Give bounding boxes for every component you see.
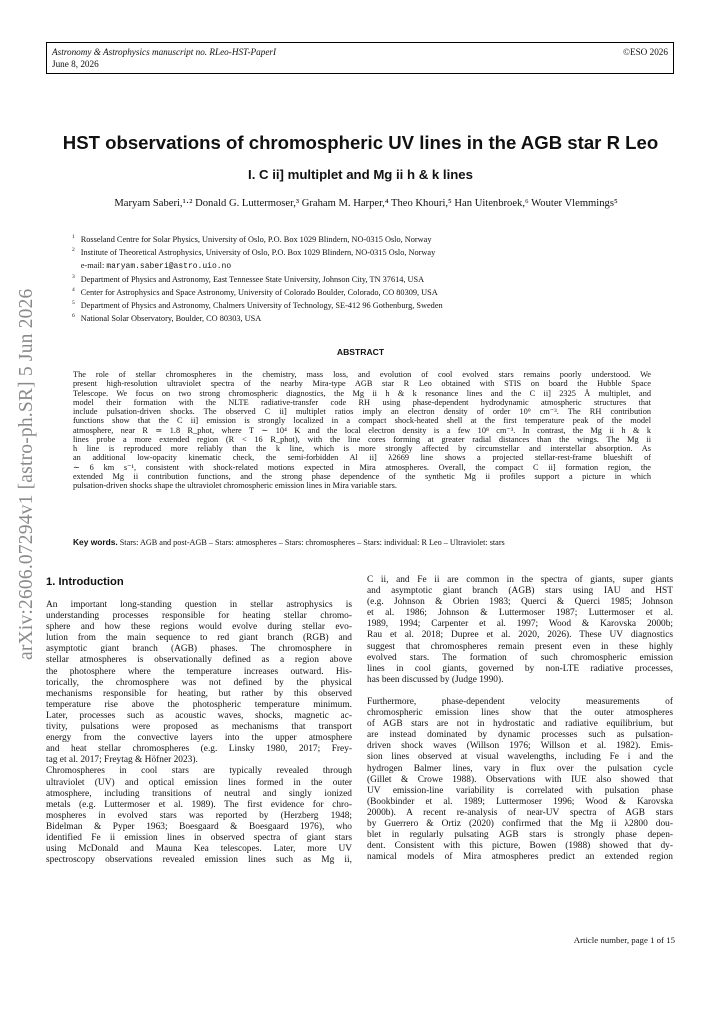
text-line: metals (e.g. Luttermoser et al. 1989). The first evidence for chro-	[46, 799, 352, 810]
text-line: Bidelman & Pyper 1963; Boesgaard & Boesgaard 1976), who	[46, 821, 352, 832]
keywords-text: Stars: AGB and post-AGB – Stars: atmospheres – Stars: chromospheres – Stars: individual: R Leo – Ultraviolet: stars	[119, 538, 505, 547]
paper-title: HST observations of chromospheric UV lines in the AGB star R Leo	[62, 132, 659, 153]
text-line: the photosphere where the temperature increases outward. His-	[46, 666, 352, 677]
affiliation-line	[72, 258, 672, 272]
affiliation-number: 5	[72, 300, 75, 307]
text-line: tag et al. 2017; Freytag & Höfner 2023).	[46, 755, 198, 766]
affiliations	[72, 232, 672, 324]
text-line: mospheres in evolved stars was reported by (Herzberg 1948;	[46, 810, 352, 821]
text-line: identified Fe ii emission lines in observed spectra of giant stars	[46, 832, 352, 843]
affiliation-number: 3	[72, 274, 75, 281]
abstract-line: h line is reproduced more reliably than the k line, which is more strongly affected by circumstellar and interstellar absorption. As	[73, 444, 651, 453]
date-line: June 8, 2026	[52, 59, 99, 69]
text-line: and heat stellar chromospheres (e.g. Linsky 1980, 2017; Frey-	[46, 744, 352, 755]
affiliation-text: Institute of Theoretical Astrophysics, University of Oslo, P.O. Box 1029 Blindern, NO-0315 Oslo, Norway	[80, 247, 436, 257]
abstract-line: lines probe a more extended region (R < 16 R_phot), with the line cores forming at greater radial distances than the wings. The Mg ii	[73, 434, 651, 444]
page-footer: Article number, page 1 of 15	[573, 935, 675, 945]
affiliation-text: Department of Physics and Astronomy, Chalmers University of Technology, SE-412 96 Gothenburg, Sweden	[80, 301, 443, 311]
manuscript-line: Astronomy & Astrophysics manuscript no. RLeo-HST-PaperI	[52, 47, 277, 57]
affiliation-text: e-mail:	[80, 260, 107, 270]
text-line: temperature rise above the photospheric temperature minimum.	[46, 699, 352, 710]
text-line: lines in cool giants, governed by non-LTE radiative processes,	[367, 663, 673, 674]
affiliation-text: Rosseland Centre for Solar Physics, University of Oslo, P.O. Box 1029 Blindern, NO-0315 Oslo, Norway	[80, 234, 432, 244]
affiliation-line	[72, 298, 672, 311]
affiliation-text: National Solar Observatory, Boulder, CO 80303, USA	[80, 314, 262, 324]
left-column	[46, 600, 352, 866]
text-line: Rau et al. 2018; Dupree et al. 2020, 2026). These UV diagnostics	[367, 630, 673, 641]
text-line: mechanisms responsible for heating, but rather by this observed	[46, 688, 352, 699]
text-line: driven shock waves (Willson 1976; Willson et al. 1982). Emis-	[367, 741, 673, 752]
abstract-line: atmosphere, near R ≃ 1.8 R_phot, where T ∼ 10⁴ K and the local electron density is a few 10⁸ cm⁻³. In contrast, the Mg ii h & k	[73, 425, 651, 435]
page-header	[46, 42, 674, 74]
text-line: blet in regularly pulsating AGB stars is strongly phase depen-	[367, 830, 673, 841]
section-heading: 1. Introduction	[46, 576, 124, 588]
text-line: C ii, and Fe ii are common in the spectra of giants, super giants	[367, 575, 673, 585]
text-line: understanding processes responsible for heating stellar chromo-	[46, 611, 352, 622]
text-line: suggest that chromospheres remain present even in these highly	[367, 641, 673, 652]
keywords-label: Key words.	[73, 537, 118, 547]
text-line: stellar atmospheres is observationally defined as a region above	[46, 655, 352, 666]
text-line: asymptotic giant branch (AGB) phases. The chromosphere in	[46, 644, 352, 655]
affiliation-line	[72, 245, 672, 258]
affiliation-text: Department of Physics and Astronomy, East Tennessee State University, Johnson City, TN 37614, USA	[80, 274, 425, 284]
copyright: ©ESO 2026	[622, 47, 668, 57]
text-line: of AGB stars are not in hydrostatic and radiative equilibrium, but	[367, 719, 673, 730]
text-line: Furthermore, phase-dependent velocity measurements of	[367, 696, 673, 707]
abstract-line: an additional low-opacity kinematic check, the semi-forbidden Al ii] λ2669 line shows a projected stellar-rest-frame blueshift of	[73, 453, 651, 463]
text-line: An important long-standing question in stellar astrophysics is	[46, 600, 352, 610]
affiliation-line	[72, 272, 672, 285]
text-line: (Bookbinder et al. 1989; Luttermoser 1996; Wood & Karovska	[367, 796, 673, 807]
text-line: ultraviolet (UV) and optical emission lines formed in the outer	[46, 777, 352, 788]
affiliation-line	[72, 311, 672, 324]
arxiv-identifier: arXiv:2606.07294v1 [astro-ph.SR] 5 Jun 2026	[16, 288, 37, 660]
text-line: by Guerrero & Ortiz (2020) confirmed that the Mg ii λ2800 dou-	[367, 818, 673, 829]
abstract-body	[73, 370, 651, 490]
text-line: et al. 1986; Johnson & Luttermoser 1987; Luttermoser et al.	[367, 608, 673, 619]
text-line: evolved stars. The formation of such chromospheric emission	[367, 652, 673, 663]
affiliation-number: 1	[72, 234, 75, 240]
abstract-line: functions show that the C ii] emission is strongly localized in a compact shock-heated shell at the first temperature peak of the model	[73, 416, 651, 426]
text-line: atmosphere, including transitions of neutral and singly ionized	[46, 788, 352, 799]
text-line: are instead dominated by dynamic processes such as pulsation-	[367, 730, 673, 741]
text-line: sion lines observed at visual wavelengths, including Fe i and the	[367, 752, 673, 763]
text-line: tivity, pulsations were proposed as mechanisms that transport	[46, 722, 352, 733]
text-line: chromospheric emission lines show that the outer atmospheres	[367, 708, 673, 719]
text-line: energy from the convective layers into the upper atmosphere	[46, 733, 352, 744]
affiliation-number: 2	[72, 247, 75, 254]
abstract-line: Telescope. We focus on two strong chromospheric diagnostics, the Mg ii h & k resonance lines and the C ii] 2325 Å multiplet, and	[73, 388, 651, 398]
text-line: and asymptotic giant branch (AGB) stars using IAU and HST	[367, 586, 673, 597]
text-line: UV emission-line variability is correlated with pulsation phase	[367, 785, 673, 796]
abstract-line: present high-resolution ultraviolet spectra of the nearby Mira-type AGB star R Leo obtained with STIS on board the Hubble Space	[73, 379, 651, 389]
text-line: using McDonald and Mauna Kea telescopes. Later, more UV	[46, 844, 352, 855]
text-line: Later, processes such as acoustic waves, shocks, magnetic ac-	[46, 710, 352, 721]
text-line: 2000b). A recent re-analysis of near-UV spectra of AGB stars	[367, 807, 673, 818]
affiliation-line	[72, 285, 672, 298]
text-line: 1989, 1994; Carpenter et al. 1997; Wood & Karovska 2000b;	[367, 619, 673, 630]
abstract-line: The role of stellar chromospheres in the chemistry, mass loss, and evolution of cool evolved stars remains poorly understood. We	[73, 370, 651, 379]
author-list: Maryam Saberi,¹·² Donald G. Luttermoser,³ Graham M. Harper,⁴ Theo Khouri,⁵ Han Uitenbroek,⁶ Wouter Vlemmings⁵	[114, 198, 618, 209]
text-line: (Gillet & Crowe 1988). Observations with IUE also showed that	[367, 774, 673, 785]
text-line: spectroscopy observations revealed emission lines such as Mg ii,	[46, 855, 352, 866]
text-line: lution from the main sequence to red giant branch (RGB) and	[46, 633, 352, 644]
text-line: has been discussed by (Judge 1990).	[367, 674, 504, 685]
abstract-line: pulsation-driven shocks shape the ultraviolet chromospheric emission lines in Mira variable stars.	[73, 481, 397, 490]
text-line: (e.g. Johnson & Obrien 1983; Querci & Querci 1985; Johnson	[367, 597, 673, 608]
text-line: Chromospheres in cool stars are typically revealed through	[46, 766, 352, 777]
paragraph-gap	[367, 686, 673, 697]
abstract-line: include pulsation-driven shocks. The observed C ii] multiplet ratios imply an electron density of order 10⁹ cm⁻³. The RH contribution	[73, 407, 651, 416]
affiliation-number: 4	[72, 287, 75, 294]
paper-subtitle: I. C ii] multiplet and Mg ii h & k lines	[248, 167, 473, 182]
text-line: sphere and how these regions would evolve during stellar evo-	[46, 622, 352, 633]
email-address[interactable]: maryam.saberi@astro.uio.no	[106, 261, 232, 271]
keywords	[73, 537, 673, 547]
abstract-line: model their formation with the NLTE radiative-transfer code RH using phase-dependent hydrodynamic atmospheric structures that	[73, 397, 651, 407]
affiliation-line	[72, 232, 672, 245]
text-line: hydrogen Balmer lines, vary in flux over the pulsation cycle	[367, 763, 673, 774]
text-line: namical models of Mira atmospheres predict an extended region	[367, 852, 673, 863]
affiliation-text: Center for Astrophysics and Space Astronomy, University of Colorado Boulder, Colorado, CO 80309, USA	[80, 288, 438, 298]
abstract-line: ∼ 6 km s⁻¹, consistent with shock-related motions expected in Mira atmospheres. Overall, the compact C ii] formation region, the	[73, 462, 651, 472]
right-column	[367, 575, 673, 863]
abstract-heading: ABSTRACT	[336, 347, 385, 357]
abstract-line: extended Mg ii contribution functions, and the strong phase dependence of the synthetic Mg ii profiles support a picture in which	[73, 471, 651, 481]
text-line: torically, the chromosphere was not defined by the physical	[46, 677, 352, 688]
text-line: dent. Consistent with this picture, Bowen (1988) showed that dy-	[367, 841, 673, 852]
affiliation-number: 6	[72, 313, 75, 320]
